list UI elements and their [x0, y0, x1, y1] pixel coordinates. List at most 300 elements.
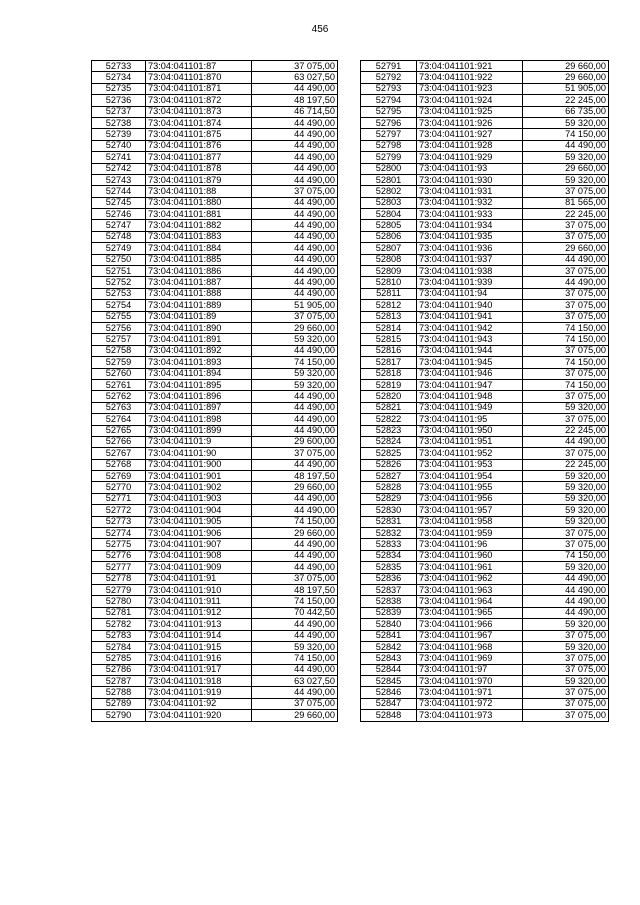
- table-row: [92, 607, 338, 618]
- table-row: [92, 197, 338, 208]
- row-number-cell: 52819: [361, 379, 417, 390]
- table-row: [92, 516, 338, 527]
- cadastral-number-cell: 73:04:041101:930: [417, 174, 523, 185]
- cadastral-number-cell: 73:04:041101:919: [146, 687, 252, 698]
- cadastral-number-cell: 73:04:041101:933: [417, 209, 523, 220]
- cadastral-number-cell: 73:04:041101:884: [146, 243, 252, 254]
- cadastral-number-cell: 73:04:041101:926: [417, 117, 523, 128]
- table-row: [92, 83, 338, 94]
- table-row: [361, 140, 609, 151]
- cadastral-number-cell: 73:04:041101:928: [417, 140, 523, 151]
- cadastral-value-cell: 59 320,00: [523, 493, 609, 504]
- cadastral-number-cell: 73:04:041101:886: [146, 266, 252, 277]
- cadastral-number-cell: 73:04:041101:958: [417, 516, 523, 527]
- row-number-cell: 52839: [361, 607, 417, 618]
- cadastral-value-cell: 44 490,00: [523, 584, 609, 595]
- cadastral-value-cell: 59 320,00: [523, 505, 609, 516]
- cadastral-number-cell: 73:04:041101:902: [146, 482, 252, 493]
- cadastral-value-cell: 44 490,00: [523, 277, 609, 288]
- cadastral-value-cell: 22 245,00: [523, 209, 609, 220]
- cadastral-value-cell: 74 150,00: [523, 550, 609, 561]
- cadastral-number-cell: 73:04:041101:875: [146, 129, 252, 140]
- cadastral-value-cell: 29 660,00: [523, 163, 609, 174]
- table-row: [92, 562, 338, 573]
- row-number-cell: 52835: [361, 562, 417, 573]
- row-number-cell: 52843: [361, 653, 417, 664]
- row-number-cell: 52779: [92, 584, 146, 595]
- row-number-cell: 52760: [92, 368, 146, 379]
- cadastral-number-cell: 73:04:041101:872: [146, 95, 252, 106]
- cadastral-value-cell: 37 075,00: [523, 186, 609, 197]
- table-row: [92, 266, 338, 277]
- row-number-cell: 52755: [92, 311, 146, 322]
- table-row: [92, 630, 338, 641]
- row-number-cell: 52815: [361, 334, 417, 345]
- cadastral-number-cell: 73:04:041101:932: [417, 197, 523, 208]
- table-row: [92, 357, 338, 368]
- table-row: [361, 300, 609, 311]
- cadastral-value-cell: 74 150,00: [523, 322, 609, 333]
- cadastral-value-cell: 44 490,00: [252, 152, 338, 163]
- cadastral-value-cell: 44 490,00: [252, 243, 338, 254]
- cadastral-number-cell: 73:04:041101:951: [417, 436, 523, 447]
- cadastral-value-cell: 37 075,00: [523, 448, 609, 459]
- table-row: [361, 482, 609, 493]
- cadastral-value-cell: 37 075,00: [523, 653, 609, 664]
- cadastral-number-cell: 73:04:041101:921: [417, 61, 523, 72]
- cadastral-number-cell: 73:04:041101:934: [417, 220, 523, 231]
- cadastral-number-cell: 73:04:041101:927: [417, 129, 523, 140]
- table-row: [361, 630, 609, 641]
- table-row: [92, 368, 338, 379]
- table-row: [92, 231, 338, 242]
- cadastral-value-cell: 37 075,00: [523, 266, 609, 277]
- cadastral-number-cell: 73:04:041101:874: [146, 117, 252, 128]
- cadastral-number-cell: 73:04:041101:922: [417, 72, 523, 83]
- cadastral-number-cell: 73:04:041101:871: [146, 83, 252, 94]
- row-number-cell: 52766: [92, 436, 146, 447]
- cadastral-value-cell: 44 490,00: [252, 664, 338, 675]
- row-number-cell: 52812: [361, 300, 417, 311]
- row-number-cell: 52745: [92, 197, 146, 208]
- table-row: [92, 596, 338, 607]
- cadastral-number-cell: 73:04:041101:943: [417, 334, 523, 345]
- row-number-cell: 52787: [92, 676, 146, 687]
- cadastral-number-cell: 73:04:041101:96: [417, 539, 523, 550]
- row-number-cell: 52841: [361, 630, 417, 641]
- cadastral-value-cell: 59 320,00: [523, 174, 609, 185]
- table-row: [92, 334, 338, 345]
- row-number-cell: 52748: [92, 231, 146, 242]
- table-row: [361, 106, 609, 117]
- cadastral-value-cell: 59 320,00: [523, 516, 609, 527]
- cadastral-number-cell: 73:04:041101:954: [417, 471, 523, 482]
- table-row: [361, 505, 609, 516]
- row-number-cell: 52770: [92, 482, 146, 493]
- cadastral-number-cell: 73:04:041101:929: [417, 152, 523, 163]
- cadastral-number-cell: 73:04:041101:94: [417, 288, 523, 299]
- cadastral-value-cell: 66 735,00: [523, 106, 609, 117]
- row-number-cell: 52758: [92, 345, 146, 356]
- row-number-cell: 52823: [361, 425, 417, 436]
- cadastral-value-cell: 22 245,00: [523, 425, 609, 436]
- row-number-cell: 52832: [361, 528, 417, 539]
- table-row: [361, 391, 609, 402]
- cadastral-number-cell: 73:04:041101:890: [146, 322, 252, 333]
- table-row: [92, 254, 338, 265]
- cadastral-number-cell: 73:04:041101:935: [417, 231, 523, 242]
- cadastral-value-cell: 59 320,00: [523, 471, 609, 482]
- cadastral-value-cell: 22 245,00: [523, 459, 609, 470]
- cadastral-value-cell: 37 075,00: [252, 311, 338, 322]
- cadastral-number-cell: 73:04:041101:876: [146, 140, 252, 151]
- table-row: [361, 95, 609, 106]
- row-number-cell: 52808: [361, 254, 417, 265]
- table-row: [361, 209, 609, 220]
- cadastral-number-cell: 73:04:041101:973: [417, 710, 523, 721]
- row-number-cell: 52802: [361, 186, 417, 197]
- table-row: [92, 471, 338, 482]
- cadastral-value-cell: 44 490,00: [523, 254, 609, 265]
- cadastral-number-cell: 73:04:041101:956: [417, 493, 523, 504]
- cadastral-value-cell: 59 320,00: [252, 379, 338, 390]
- cadastral-value-cell: 37 075,00: [252, 61, 338, 72]
- cadastral-value-cell: 51 905,00: [252, 300, 338, 311]
- cadastral-number-cell: 73:04:041101:914: [146, 630, 252, 641]
- cadastral-number-cell: 73:04:041101:900: [146, 459, 252, 470]
- table-row: [361, 516, 609, 527]
- row-number-cell: 52789: [92, 698, 146, 709]
- table-row: [361, 311, 609, 322]
- cadastral-number-cell: 73:04:041101:90: [146, 448, 252, 459]
- cadastral-number-cell: 73:04:041101:931: [417, 186, 523, 197]
- table-row: [92, 653, 338, 664]
- cadastral-number-cell: 73:04:041101:9: [146, 436, 252, 447]
- table-row: [361, 334, 609, 345]
- cadastral-value-cell: 81 565,00: [523, 197, 609, 208]
- table-row: [361, 710, 609, 721]
- row-number-cell: 52782: [92, 619, 146, 630]
- row-number-cell: 52798: [361, 140, 417, 151]
- row-number-cell: 52753: [92, 288, 146, 299]
- row-number-cell: 52836: [361, 573, 417, 584]
- cadastral-number-cell: 73:04:041101:892: [146, 345, 252, 356]
- cadastral-value-cell: 37 075,00: [523, 220, 609, 231]
- cadastral-value-cell: 44 490,00: [252, 174, 338, 185]
- cadastral-value-cell: 44 490,00: [252, 140, 338, 151]
- row-number-cell: 52831: [361, 516, 417, 527]
- row-number-cell: 52788: [92, 687, 146, 698]
- row-number-cell: 52814: [361, 322, 417, 333]
- table-row: [92, 402, 338, 413]
- row-number-cell: 52736: [92, 95, 146, 106]
- table-row: [361, 357, 609, 368]
- row-number-cell: 52740: [92, 140, 146, 151]
- cadastral-number-cell: 73:04:041101:969: [417, 653, 523, 664]
- cadastral-value-cell: 44 490,00: [252, 562, 338, 573]
- cadastral-value-cell: 44 490,00: [252, 550, 338, 561]
- row-number-cell: 52746: [92, 209, 146, 220]
- cadastral-number-cell: 73:04:041101:888: [146, 288, 252, 299]
- cadastral-number-cell: 73:04:041101:896: [146, 391, 252, 402]
- cadastral-value-cell: 29 660,00: [523, 61, 609, 72]
- cadastral-number-cell: 73:04:041101:970: [417, 676, 523, 687]
- cadastral-number-cell: 73:04:041101:879: [146, 174, 252, 185]
- cadastral-value-cell: 51 905,00: [523, 83, 609, 94]
- cadastral-value-cell: 37 075,00: [523, 391, 609, 402]
- row-number-cell: 52809: [361, 266, 417, 277]
- cadastral-number-cell: 73:04:041101:940: [417, 300, 523, 311]
- cadastral-value-cell: 59 320,00: [523, 152, 609, 163]
- cadastral-value-cell: 74 150,00: [523, 129, 609, 140]
- table-row: [92, 619, 338, 630]
- table-row: [92, 186, 338, 197]
- table-row: [361, 459, 609, 470]
- row-number-cell: 52772: [92, 505, 146, 516]
- table-row: [361, 231, 609, 242]
- cadastral-number-cell: 73:04:041101:901: [146, 471, 252, 482]
- row-number-cell: 52785: [92, 653, 146, 664]
- row-number-cell: 52741: [92, 152, 146, 163]
- cadastral-number-cell: 73:04:041101:895: [146, 379, 252, 390]
- cadastral-number-cell: 73:04:041101:89: [146, 311, 252, 322]
- table-row: [92, 641, 338, 652]
- row-number-cell: 52825: [361, 448, 417, 459]
- row-number-cell: 52822: [361, 414, 417, 425]
- row-number-cell: 52790: [92, 710, 146, 721]
- table-row: [361, 220, 609, 231]
- row-number-cell: 52774: [92, 528, 146, 539]
- table-row: [361, 197, 609, 208]
- cadastral-value-cell: 44 490,00: [252, 345, 338, 356]
- table-row: [92, 322, 338, 333]
- row-number-cell: 52780: [92, 596, 146, 607]
- row-number-cell: 52759: [92, 357, 146, 368]
- registry-table-left: [91, 60, 338, 722]
- table-row: [92, 140, 338, 151]
- table-row: [361, 448, 609, 459]
- table-row: [361, 687, 609, 698]
- cadastral-number-cell: 73:04:041101:904: [146, 505, 252, 516]
- table-row: [361, 402, 609, 413]
- table-row: [361, 676, 609, 687]
- table-row: [92, 129, 338, 140]
- row-number-cell: 52827: [361, 471, 417, 482]
- cadastral-value-cell: 44 490,00: [523, 140, 609, 151]
- cadastral-value-cell: 29 660,00: [252, 482, 338, 493]
- row-number-cell: 52837: [361, 584, 417, 595]
- cadastral-number-cell: 73:04:041101:91: [146, 573, 252, 584]
- row-number-cell: 52763: [92, 402, 146, 413]
- cadastral-number-cell: 73:04:041101:870: [146, 72, 252, 83]
- table-row: [361, 641, 609, 652]
- cadastral-value-cell: 44 490,00: [252, 129, 338, 140]
- cadastral-value-cell: 37 075,00: [523, 710, 609, 721]
- table-row: [92, 277, 338, 288]
- cadastral-number-cell: 73:04:041101:889: [146, 300, 252, 311]
- row-number-cell: 52797: [361, 129, 417, 140]
- row-number-cell: 52765: [92, 425, 146, 436]
- cadastral-number-cell: 73:04:041101:908: [146, 550, 252, 561]
- cadastral-value-cell: 29 660,00: [523, 243, 609, 254]
- table-row: [361, 596, 609, 607]
- cadastral-value-cell: 44 490,00: [252, 630, 338, 641]
- cadastral-number-cell: 73:04:041101:891: [146, 334, 252, 345]
- table-row: [361, 345, 609, 356]
- table-row: [92, 425, 338, 436]
- row-number-cell: 52768: [92, 459, 146, 470]
- cadastral-number-cell: 73:04:041101:906: [146, 528, 252, 539]
- row-number-cell: 52833: [361, 539, 417, 550]
- row-number-cell: 52792: [361, 72, 417, 83]
- table-row: [361, 72, 609, 83]
- table-row: [361, 539, 609, 550]
- table-row: [92, 414, 338, 425]
- cadastral-number-cell: 73:04:041101:915: [146, 641, 252, 652]
- cadastral-number-cell: 73:04:041101:883: [146, 231, 252, 242]
- row-number-cell: 52784: [92, 641, 146, 652]
- cadastral-value-cell: 37 075,00: [523, 539, 609, 550]
- table-row: [361, 243, 609, 254]
- row-number-cell: 52842: [361, 641, 417, 652]
- cadastral-number-cell: 73:04:041101:924: [417, 95, 523, 106]
- row-number-cell: 52733: [92, 61, 146, 72]
- cadastral-value-cell: 59 320,00: [523, 402, 609, 413]
- cadastral-value-cell: 37 075,00: [252, 698, 338, 709]
- table-row: [361, 653, 609, 664]
- cadastral-value-cell: 74 150,00: [523, 379, 609, 390]
- table-row: [92, 698, 338, 709]
- cadastral-number-cell: 73:04:041101:911: [146, 596, 252, 607]
- cadastral-value-cell: 44 490,00: [523, 436, 609, 447]
- table-row: [361, 528, 609, 539]
- row-number-cell: 52744: [92, 186, 146, 197]
- cadastral-number-cell: 73:04:041101:87: [146, 61, 252, 72]
- cadastral-number-cell: 73:04:041101:941: [417, 311, 523, 322]
- cadastral-value-cell: 59 320,00: [523, 562, 609, 573]
- table-row: [361, 607, 609, 618]
- cadastral-value-cell: 74 150,00: [252, 357, 338, 368]
- cadastral-number-cell: 73:04:041101:918: [146, 676, 252, 687]
- cadastral-number-cell: 73:04:041101:878: [146, 163, 252, 174]
- table-row: [361, 562, 609, 573]
- row-number-cell: 52806: [361, 231, 417, 242]
- cadastral-value-cell: 44 490,00: [252, 288, 338, 299]
- cadastral-value-cell: 44 490,00: [523, 573, 609, 584]
- row-number-cell: 52781: [92, 607, 146, 618]
- cadastral-value-cell: 37 075,00: [523, 664, 609, 675]
- cadastral-value-cell: 59 320,00: [252, 334, 338, 345]
- table-row: [92, 676, 338, 687]
- cadastral-value-cell: 37 075,00: [252, 186, 338, 197]
- cadastral-number-cell: 73:04:041101:955: [417, 482, 523, 493]
- cadastral-value-cell: 44 490,00: [252, 425, 338, 436]
- cadastral-value-cell: 29 660,00: [252, 322, 338, 333]
- row-number-cell: 52844: [361, 664, 417, 675]
- row-number-cell: 52813: [361, 311, 417, 322]
- registry-table-right: [360, 60, 609, 722]
- cadastral-value-cell: 44 490,00: [252, 83, 338, 94]
- cadastral-number-cell: 73:04:041101:971: [417, 687, 523, 698]
- cadastral-number-cell: 73:04:041101:959: [417, 528, 523, 539]
- row-number-cell: 52742: [92, 163, 146, 174]
- cadastral-number-cell: 73:04:041101:942: [417, 322, 523, 333]
- cadastral-value-cell: 74 150,00: [252, 516, 338, 527]
- row-number-cell: 52803: [361, 197, 417, 208]
- row-number-cell: 52816: [361, 345, 417, 356]
- cadastral-value-cell: 74 150,00: [523, 334, 609, 345]
- table-row: [92, 152, 338, 163]
- row-number-cell: 52820: [361, 391, 417, 402]
- cadastral-value-cell: 59 320,00: [523, 117, 609, 128]
- cadastral-number-cell: 73:04:041101:885: [146, 254, 252, 265]
- table-row: [92, 379, 338, 390]
- row-number-cell: 52821: [361, 402, 417, 413]
- cadastral-number-cell: 73:04:041101:897: [146, 402, 252, 413]
- cadastral-number-cell: 73:04:041101:899: [146, 425, 252, 436]
- cadastral-number-cell: 73:04:041101:913: [146, 619, 252, 630]
- cadastral-number-cell: 73:04:041101:962: [417, 573, 523, 584]
- table-row: [92, 584, 338, 595]
- table-row: [361, 573, 609, 584]
- table-row: [92, 710, 338, 721]
- cadastral-value-cell: 37 075,00: [523, 528, 609, 539]
- cadastral-value-cell: 44 490,00: [252, 391, 338, 402]
- table-row: [92, 482, 338, 493]
- table-row: [361, 414, 609, 425]
- row-number-cell: 52734: [92, 72, 146, 83]
- cadastral-number-cell: 73:04:041101:916: [146, 653, 252, 664]
- cadastral-value-cell: 37 075,00: [523, 630, 609, 641]
- cadastral-value-cell: 44 490,00: [252, 197, 338, 208]
- row-number-cell: 52776: [92, 550, 146, 561]
- table-row: [92, 311, 338, 322]
- cadastral-number-cell: 73:04:041101:965: [417, 607, 523, 618]
- cadastral-value-cell: 63 027,50: [252, 676, 338, 687]
- table-row: [92, 300, 338, 311]
- row-number-cell: 52747: [92, 220, 146, 231]
- cadastral-value-cell: 44 490,00: [252, 402, 338, 413]
- cadastral-value-cell: 44 490,00: [252, 117, 338, 128]
- table-row: [92, 72, 338, 83]
- cadastral-number-cell: 73:04:041101:880: [146, 197, 252, 208]
- table-row: [92, 573, 338, 584]
- cadastral-number-cell: 73:04:041101:912: [146, 607, 252, 618]
- row-number-cell: 52773: [92, 516, 146, 527]
- cadastral-number-cell: 73:04:041101:963: [417, 584, 523, 595]
- row-number-cell: 52829: [361, 493, 417, 504]
- table-row: [361, 163, 609, 174]
- row-number-cell: 52800: [361, 163, 417, 174]
- table-row: [361, 436, 609, 447]
- row-number-cell: 52826: [361, 459, 417, 470]
- cadastral-number-cell: 73:04:041101:903: [146, 493, 252, 504]
- row-number-cell: 52767: [92, 448, 146, 459]
- row-number-cell: 52757: [92, 334, 146, 345]
- row-number-cell: 52818: [361, 368, 417, 379]
- cadastral-number-cell: 73:04:041101:950: [417, 425, 523, 436]
- cadastral-number-cell: 73:04:041101:873: [146, 106, 252, 117]
- table-row: [92, 493, 338, 504]
- cadastral-value-cell: 37 075,00: [523, 288, 609, 299]
- row-number-cell: 52795: [361, 106, 417, 117]
- cadastral-number-cell: 73:04:041101:960: [417, 550, 523, 561]
- table-row: [92, 95, 338, 106]
- row-number-cell: 52778: [92, 573, 146, 584]
- row-number-cell: 52805: [361, 220, 417, 231]
- cadastral-value-cell: 22 245,00: [523, 95, 609, 106]
- cadastral-value-cell: 74 150,00: [252, 596, 338, 607]
